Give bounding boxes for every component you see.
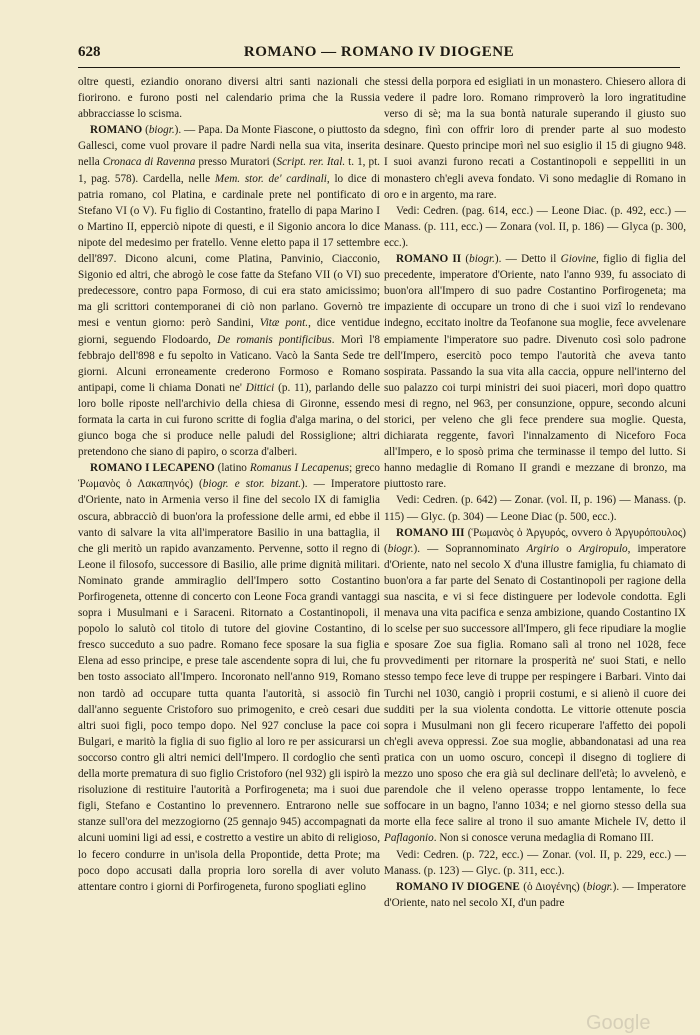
italic-text: biogr. xyxy=(586,880,613,893)
text-run: presso Muratori ( xyxy=(195,156,277,169)
page-header xyxy=(78,44,680,68)
text-run: ). — Imperatore d'Oriente, nato nel secolo XI, d'un padre xyxy=(384,880,686,909)
italic-text: Vitæ pont. xyxy=(259,317,309,330)
text-run: stessi della porpora ed esigliati in un monastero. Chiesero allora di vedere il padre loro. Romano rimproverò la loro ingratitudine verso di sè; ma la sua bontà naturale superando il giusto suo sdegno, finì con offrir loro di prender parte al suo modesto desinare. Questo principe morì nel suo esiglio il 15 di giugno 948. I suoi avanzi furono recati a Costantinopoli e seppelliti in un monastero ch'egli aveva fondato. Vi sono medaglie di Romano in oro e in argento, ma rare. xyxy=(384,76,686,201)
text-run: Vedi: Cedren. (pag. 614, ecc.) — Leone Diac. (p. 492, ecc.) — Manass. (p. 111, ecc.) — Zonara (vol. II, p. 186) — Glyca (p. 300, ecc.). xyxy=(384,204,686,249)
left-column xyxy=(78,74,380,895)
entry-heading: ROMANO IV DIOGENE xyxy=(396,880,520,893)
text-run: Vedi: Cedren. (p. 722, ecc.) — Zonar. (vol. II, p. 229, ecc.) — Manass. (p. 123) — Glyc. (p. 311, ecc.). xyxy=(384,848,686,877)
paragraph xyxy=(384,74,686,203)
paragraph xyxy=(384,203,686,251)
watermark: Google xyxy=(586,1012,651,1034)
paragraph xyxy=(384,879,686,911)
header-rule xyxy=(78,67,680,68)
text-run: , imperatore d'Oriente, nato nel secolo X d'una illustre famiglia, fu chiamato di buon'ora a far parte del Senato di Costantinopoli per ragione della sua nascita, e vi si fece distinguere per lodevole condotta. Egli menava una vita pacifica e senza ambizione, quando Costantino IX lo scelse per suo successore all'Impero, gli fece ripudiare la moglie e sposare Zoe sua figlia. Romano salì al trono nel 1028, fece provvedimenti per ritornare la prosperità ne' suoi Stati, e nello stesso tempo fece leve di truppe per respingere i Barbari. Vinto dai Turchi nel 1030, cangiò i proprii costumi, e si alienò il cuore dei sudditi per la sua violenta condotta. Le vittorie ottenute poscia sopra i Musulmani non gli fecero ricuperare l'affetto dei popoli ch'egli aveva oppressi. Zoe sua moglie, abbandonatasi ad una rea pratica con un uomo oscuro, concepì il disegno di togliere di mezzo uno sposo che era già sul declinare dell'età; lo avvelenò, e parendole che il veleno operasse troppo lentamente, lo fece soffocare in un bagno, l'anno 1034; e nel giorno stesso della sua morte ella fece salire al trono il suo amante Michele IV, detto il xyxy=(384,542,686,829)
italic-text: Giovine xyxy=(560,253,597,266)
paragraph xyxy=(384,847,686,879)
italic-text: Dittici xyxy=(245,381,275,394)
paragraph xyxy=(78,460,380,895)
text-run: oltre questi, eziandio onorano diversi altri santi nazionali che fiorirono. e furono posti nel calendario prima che la Russia abbracciasse lo scisma. xyxy=(78,76,380,121)
text-run: , figlio di figlia del precedente, imperatore d'Oriente, nato l'anno 939, fu associato di buon'ora all'Impero di suo padre Costantino Porfirogeneta; ma impaziente di occupare un trono di che i suoi vizî lo rendevano indegno, eccitato inoltre da Teofanone sua moglie, fece avvelenare empiamente l'imperatore suo padre. Divenuto così solo padrone dell'Impero, esercitò poco tempo l'autorità che aveva tanto sospirata. Passando la sua vita alla caccia, oppure nell'interno del suo palazzo coi turpi ministri dei suoi piaceri, morì dopo quattro mesi di regno, nel 963, per consunzione, oppure, secondo alcuni storici, per veleno che gli fece prendere sua moglie. Questa, dichiarata reggente, favorì l'innalzamento di Niceforo Foca all'Impero, e lo sposò prima che terminasse il tempo del lutto. Si hanno medaglie di Romano II grandi e mezzane di bronzo, ma piuttosto rare. xyxy=(384,253,686,491)
text-run: (Ῥωμανὸς ὁ Ἀργυρός, ovvero ὁ Ἀργυρόπουλος) ( xyxy=(384,526,686,555)
italic-text: Romanus I Lecapenus xyxy=(249,462,350,475)
entry-heading: ROMANO III xyxy=(396,526,465,539)
paragraph xyxy=(384,492,686,524)
entry-heading: ROMANO I LECAPENO xyxy=(90,462,215,475)
italic-text: Argirio xyxy=(526,542,559,555)
text-run: (latino xyxy=(214,462,250,475)
text-run: ( xyxy=(142,124,149,137)
italic-text: Paflagonio xyxy=(384,832,434,845)
italic-text: biogr. xyxy=(469,253,495,266)
page-number: 628 xyxy=(78,44,101,60)
running-title: ROMANO — ROMANO IV DIOGENE xyxy=(243,44,515,60)
italic-text: Script. rer. Ital. xyxy=(276,156,346,169)
italic-text: Cronaca di Ravenna xyxy=(102,156,196,169)
italic-text: biogr. e stor. bizant. xyxy=(202,478,301,491)
paragraph xyxy=(78,122,380,460)
right-column xyxy=(384,74,686,911)
paragraph xyxy=(384,251,686,492)
italic-text: biogr. xyxy=(387,542,414,555)
text-run: ). — Imperatore d'Oriente, nato in Armenia verso il fine del secolo IX di famiglia oscura, abbracciò di buon'ora la professione delle armi, ed ebbe il vanto di salvare la vita all'imperatore Basilio in una battaglia, il che gli meritò un rapido avanzamento. Pervenne, sotto il regno di Leone il filosofo, successore di Basilio, alle prime dignità militari. Nominato grande ammiraglio dell'Impero sotto Costantino Porfirogeneta, ottenne di concerto con Leone Foca grandi vantaggi sopra i Musulmani e i Saraceni. Ritornato a Costantinopoli, il popolo lo salutò col titolo di tutore del giovine Costantino, di fresco succeduto a suo padre. Romano fece sposare la sua figlia Elena ad esso principe, e prese tale ascendente sopra di lui, che fu ben tosto associato all'Impero. Incoronato nell'anno 919, Romano non tardò ad occupare tutta quanta l'autorità, si associò fin dall'anno seguente Cristoforo suo primogenito, e creò cesari due altri suoi figli, poco tempo dopo. Nel 927 concluse la pace coi Bulgari, e maritò la figlia di suo figlio al loro re per assicurarsi un soccorso contro gli altri nemici dell'Impero. Il cordoglio che sentì della morte prematura di suo figlio Cristoforo (nel 932) gli ispirò la risoluzione di restituire l'autorità a Porfirogeneta; ma i suoi due figli, Stefano e Costantino lo prevennero. Entrarono nelle sue stanze sull'ora del mezzogiorno (25 gennajo 945) accompagnati da alcuni uomini ligi ad essi, e costretto a vestire un abito di religioso, lo fecero condurre in un'isola della Propontide, detta Prote; ma poco dopo accusati dalla propria loro sorella di aver voluto attentare contro i giorni di Porfirogeneta, furono spogliati eglino xyxy=(78,478,380,893)
text-run: ). — Papa. Da Monte Fiascone, o piuttosto da Gallesci, come vuol provare il padre Nardi nella sua vita, inserita nella xyxy=(78,124,380,169)
text-run: ). — Detto il xyxy=(494,253,561,266)
text-run: t. 1, pt. 1, pag. 578). Cardella, nelle xyxy=(78,156,380,185)
entry-heading: ROMANO II xyxy=(396,253,462,266)
italic-text: biogr. xyxy=(148,124,175,137)
text-run: , lo dice di patria romano, col Platina, e cardinale prete nel pontificato di Stefano VI (o V). Fu figlio di Costantino, fratello di papa Marino I o Martino II, epperciò nipote di questi, e il Sigonio ancora lo dice nipote del medesimo per fratello. Venne eletto papa il 17 settembre dell'897. Dicono alcuni, come Platina, Panvinio, Ciacconio, Sigonio ed altri, che abrogò le cose fatte da Stefano VII (o VI) suo predecessore, contro papa Formoso, di cui era stato amicissimo; ma gli scrittori contemporanei di ciò non parlano. Governò tre mesi e ventun giorno: però Sandini, xyxy=(78,172,381,330)
italic-text: Mem. stor. de' cardinali xyxy=(214,172,327,185)
text-run: . Non si conosce veruna medaglia di Romano III. xyxy=(433,832,654,845)
text-run: ; greco Ῥωμανὸς ὁ Λακαπηνός) ( xyxy=(78,462,380,491)
text-run: . Morì l'8 febbrajo dell'898 e fu sepolto in Vaticano. Vacò la Santa Sede tre giorni. Alcuni erroneamente crederono Formoso e Romano antipapi, come li chiama Donati ne' xyxy=(78,333,381,394)
text-run: (p. 11), parlando delle loro bolle riposte nell'archivio della chiesa di Gironne, essendo formata la carta in cui furono scritte di foglia d'alga marina, o del giunco boga che si produce nelle paludi del Rossiglione; altri pretendono che siano di papiro, o scorza d'alberi. xyxy=(78,381,380,459)
text-run: (ὁ Διογένης) ( xyxy=(519,880,587,893)
italic-text: De romanis pontificibus xyxy=(217,333,332,346)
paragraph xyxy=(384,525,686,847)
entry-heading: ROMANO xyxy=(90,124,143,137)
text-run: , dice ventidue giorni, seguendo Flodoardo, xyxy=(78,317,381,346)
text-run: o xyxy=(558,542,579,555)
italic-text: Argiropulo xyxy=(578,542,628,555)
text-run: ). — Soprannominato xyxy=(413,542,527,555)
text-run: Vedi: Cedren. (p. 642) — Zonar. (vol. II, p. 196) — Manass. (p. 115) — Glyc. (p. 304) — Leone Diac (p. 500, ecc.). xyxy=(384,494,686,523)
text-run: ( xyxy=(461,253,470,266)
paragraph xyxy=(78,74,380,122)
